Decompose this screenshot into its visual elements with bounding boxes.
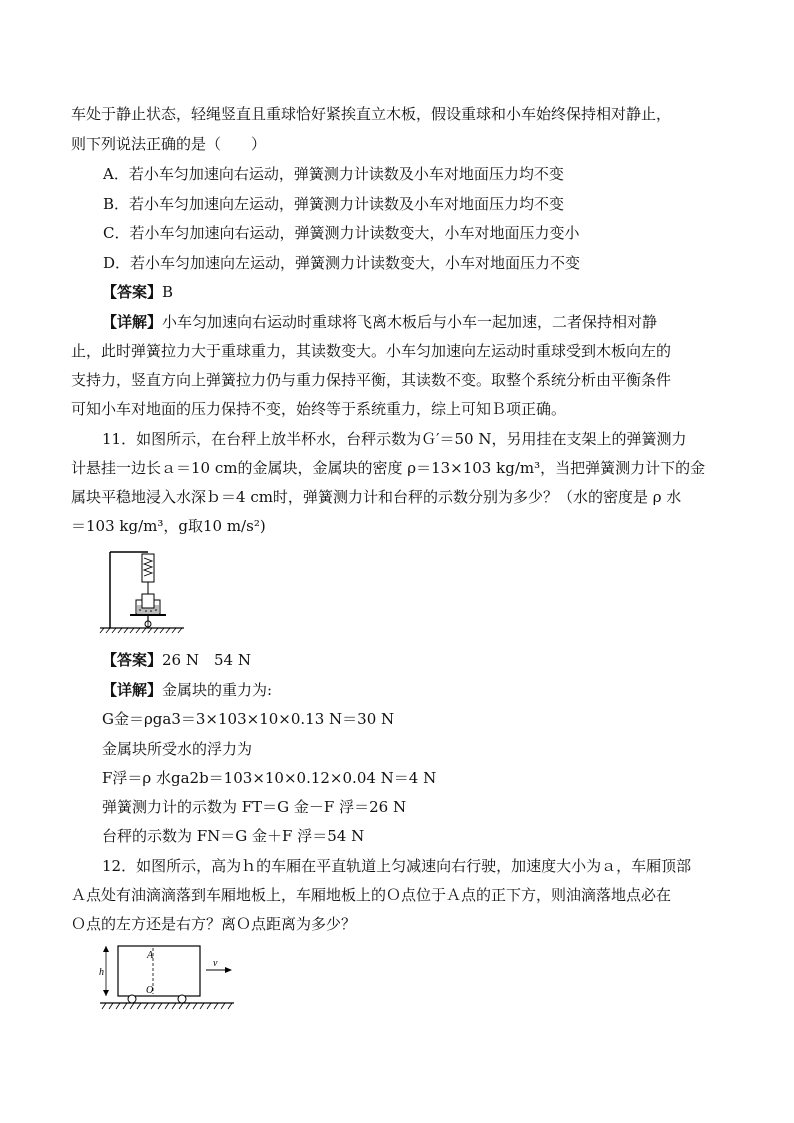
point-o-label: O (146, 985, 154, 996)
q11-detail-line-3: 金属块所受水的浮力为 (102, 740, 253, 758)
q12-stem-line-2: Ａ点处有油滴滴落到车厢地板上，车厢地板上的Ｏ点位于Ａ点的正下方，则油滴落地点必在 (71, 886, 672, 904)
q10-answer (102, 282, 173, 302)
q11-detail-line-5: 弹簧测力计的示数为 FT＝G 金－F 浮＝26 N (102, 798, 407, 816)
q10-detail-line-3: 支持力，竖直方向上弹簧拉力仍与重力保持平衡，其读数不变。取整个系统分析由平衡条件 (71, 371, 672, 389)
q11-stem-line-1: 11．如图所示，在台秤上放半杯水，台秤示数为Ｇ′＝50 N，另用挂在支架上的弹簧测力 (102, 430, 687, 448)
q10-detail-line-4: 可知小车对地面的压力保持不变，始终等于系统重力，综上可知Ｂ项正确。 (71, 400, 567, 418)
q10-detail-line-2: 止，此时弹簧拉力大于重球重力，其读数变大。小车匀加速向左运动时重球受到木板向左的 (71, 342, 672, 360)
q12-stem-line-3: Ｏ点的左方还是右方？离Ｏ点距离为多少？ (71, 915, 357, 933)
detail-label: 【详解】 (102, 681, 163, 699)
q11-stem-line-2: 计悬挂一边长ａ＝10 cm的金属块，金属块的密度 ρ＝13×103 kg/m³，当把弹簧测力计下的金 (71, 459, 706, 477)
answer-label: 【答案】 (102, 283, 163, 301)
q12-stem-line-1: 12．如图所示，高为ｈ的车厢在平直轨道上匀减速向右行驶，加速度大小为ａ，车厢顶部 (102, 857, 692, 875)
detail-text: 小车匀加速向右运动时重球将飞离木板后与小车一起加速，二者保持相对静 (162, 313, 658, 331)
q11-stem-line-3: 属块平稳地浸入水深ｂ＝4 cm时，弹簧测力计和台秤的示数分别为多少？（水的密度是 ρ 水 (71, 488, 682, 506)
q10-option-d: D．若小车匀加速向左运动，弹簧测力计读数变大，小车对地面压力不变 (103, 254, 581, 272)
point-a-label: A (147, 950, 154, 961)
q10-option-b: B．若小车匀加速向左运动，弹簧测力计读数及小车对地面压力均不变 (103, 195, 565, 213)
q10-stem-line-2: 则下列说法正确的是（ ） (71, 135, 267, 153)
q10-detail-line-1 (102, 312, 657, 332)
velocity-label: v (213, 958, 218, 969)
height-label: h (99, 967, 104, 978)
q11-detail-line-4: F浮＝ρ 水ga2b＝103×10×0.12×0.04 N＝4 N (102, 769, 437, 787)
q10-option-c: C．若小车匀加速向右运动，弹簧测力计读数变大，小车对地面压力变小 (103, 224, 580, 242)
q11-stem-line-4: ＝103 kg/m³，g取10 m/s²) (71, 517, 266, 535)
train-car-figure (98, 940, 238, 1012)
q10-option-a: A．若小车匀加速向右运动，弹簧测力计读数及小车对地面压力均不变 (103, 165, 564, 183)
detail-label: 【详解】 (102, 313, 163, 331)
answer-label: 【答案】 (102, 651, 163, 669)
answer-value: B (162, 283, 174, 301)
q11-detail-line-2: G金＝ρga3＝3×103×10×0.13 N＝30 N (102, 710, 395, 728)
detail-text: 金属块的重力为: (162, 681, 273, 699)
answer-value: 26 N 54 N (162, 651, 251, 669)
q11-detail-line-6: 台秤的示数为 FN＝G 金＋F 浮＝54 N (102, 827, 365, 845)
spring-scale-balance-figure (98, 544, 188, 634)
q10-stem-line-1: 车处于静止状态，轻绳竖直且重球恰好紧挨直立木板，假设重球和小车始终保持相对静止， (71, 105, 672, 123)
q11-detail-line-1 (102, 680, 272, 700)
q11-answer (102, 650, 251, 670)
